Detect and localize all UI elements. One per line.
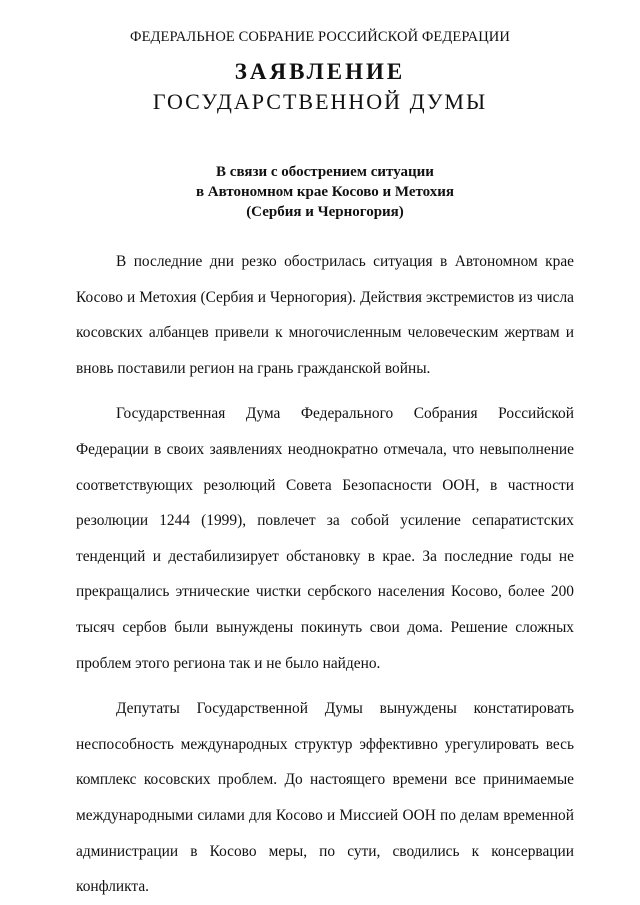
body-paragraph-2: Государственная Дума Федерального Собрания Российской Федерации в своих заявлениях неоднократно отмечала, что невыполнение соответствующих резолюций Совета Безопасности ООН, в частности резолюции 1244 (1999), повлечет за собой усиление сепаратистских тенденций и дестабилизирует обстановку в крае. За последние годы не прекращались этнические чистки сербского населения Косово, более 200 тысяч сербов были вынуждены покинуть свои дома. Решение сложных проблем этого региона так и не было найдено. [76,405,574,672]
document-subject [76,162,574,222]
document-body [76,244,574,905]
subject-line-1: В связи с обострением ситуации [216,164,434,180]
subject-line-3: (Сербия и Черногория) [246,204,404,220]
document-issuer: ГОСУДАРСТВЕННОЙ ДУМЫ [152,89,488,114]
organization-name: ФЕДЕРАЛЬНОЕ СОБРАНИЕ РОССИЙСКОЙ ФЕДЕРАЦИИ [130,29,510,45]
document-header [66,0,574,116]
document-title: ЗАЯВЛЕНИЕ [234,59,406,84]
body-paragraph-1: В последние дни резко обострилась ситуация в Автономном крае Косово и Метохия (Сербия и Черногория). Действия экстремистов из числа косовских албанцев привели к многочисленным человеческим жертвам и вновь поставили регион на грань гражданской войны. [76,253,574,377]
body-paragraph-3: Депутаты Государственной Думы вынуждены констатировать неспособность международных структур эффективно урегулировать весь комплекс косовских проблем. До настоящего времени все принимаемые международными силами для Косово и Миссией ООН по делам временной администрации в Косово меры, по сути, сводились к консервации конфликта. [76,700,574,896]
subject-line-2: в Автономном крае Косово и Метохия [195,184,455,200]
